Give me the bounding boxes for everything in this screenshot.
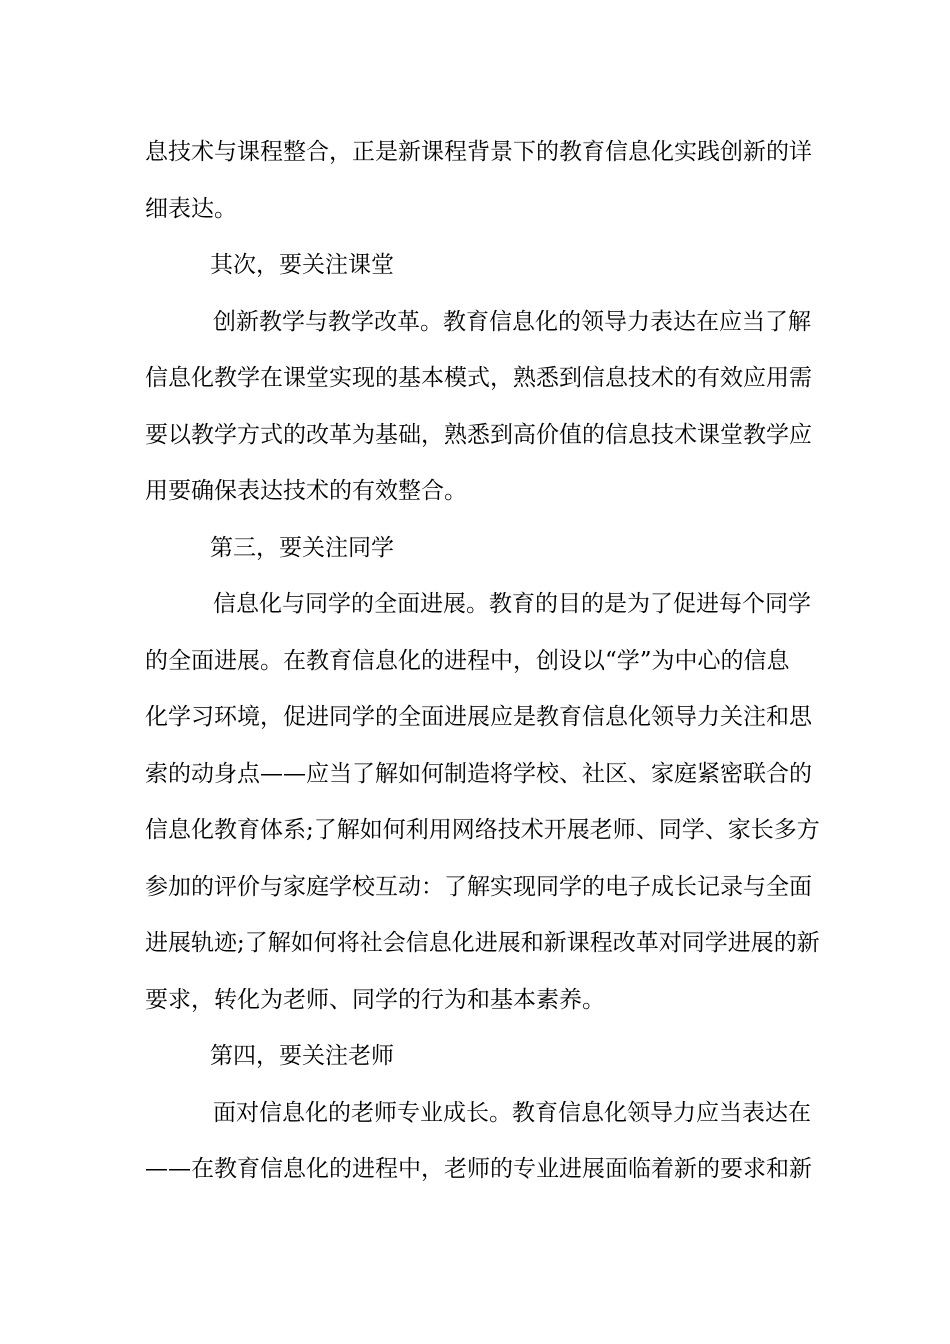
text-line-10: 的全面进展。在教育信息化的进程中，创设以“学”为中心的信息	[145, 647, 790, 674]
document-body	[145, 124, 820, 1198]
section-heading-classroom: 其次，要关注课堂	[210, 252, 394, 278]
text-line-19: ——在教育信息化的进程中，老师的专业进展面临着新的要求和新	[145, 1156, 812, 1182]
text-line-4: 创新教学与教学改革。教育信息化的领导力表达在应当了解	[213, 308, 811, 335]
text-line-11: 化学习环境，促进同学的全面进展应是教育信息化领导力关注和思	[145, 704, 812, 730]
text-line-5: 信息化教学在课堂实现的基本模式，熟悉到信息技术的有效应用需	[145, 365, 812, 391]
text-line-6: 要以教学方式的改革为基础，熟悉到高价值的信息技术课堂教学应	[145, 421, 812, 448]
section-heading-students: 第三，要关注同学	[210, 534, 394, 561]
text-line-14: 参加的评价与家庭学校互动：了解实现同学的电子成长记录与全面	[145, 873, 812, 900]
text-line-7: 用要确保表达技术的有效整合。	[145, 478, 467, 504]
text-line-1: 息技术与课程整合，正是新课程背景下的教育信息化实践创新的详	[145, 139, 812, 165]
text-line-2: 细表达。	[145, 195, 237, 222]
text-line-13: 信息化教育体系;了解如何利用网络技术开展老师、同学、家长多方	[145, 817, 820, 843]
text-line-16: 要求，转化为老师、同学的行为和基本素养。	[145, 986, 605, 1013]
text-line-12: 索的动身点——应当了解如何制造将学校、社区、家庭紧密联合的	[145, 760, 812, 787]
text-line-18: 面对信息化的老师专业成长。教育信息化领导力应当表达在	[213, 1099, 811, 1126]
section-heading-teachers: 第四，要关注老师	[210, 1043, 394, 1069]
text-line-9: 信息化与同学的全面进展。教育的目的是为了促进每个同学	[213, 591, 811, 617]
text-line-15: 进展轨迹;了解如何将社会信息化进展和新课程改革对同学进展的新	[145, 930, 820, 956]
